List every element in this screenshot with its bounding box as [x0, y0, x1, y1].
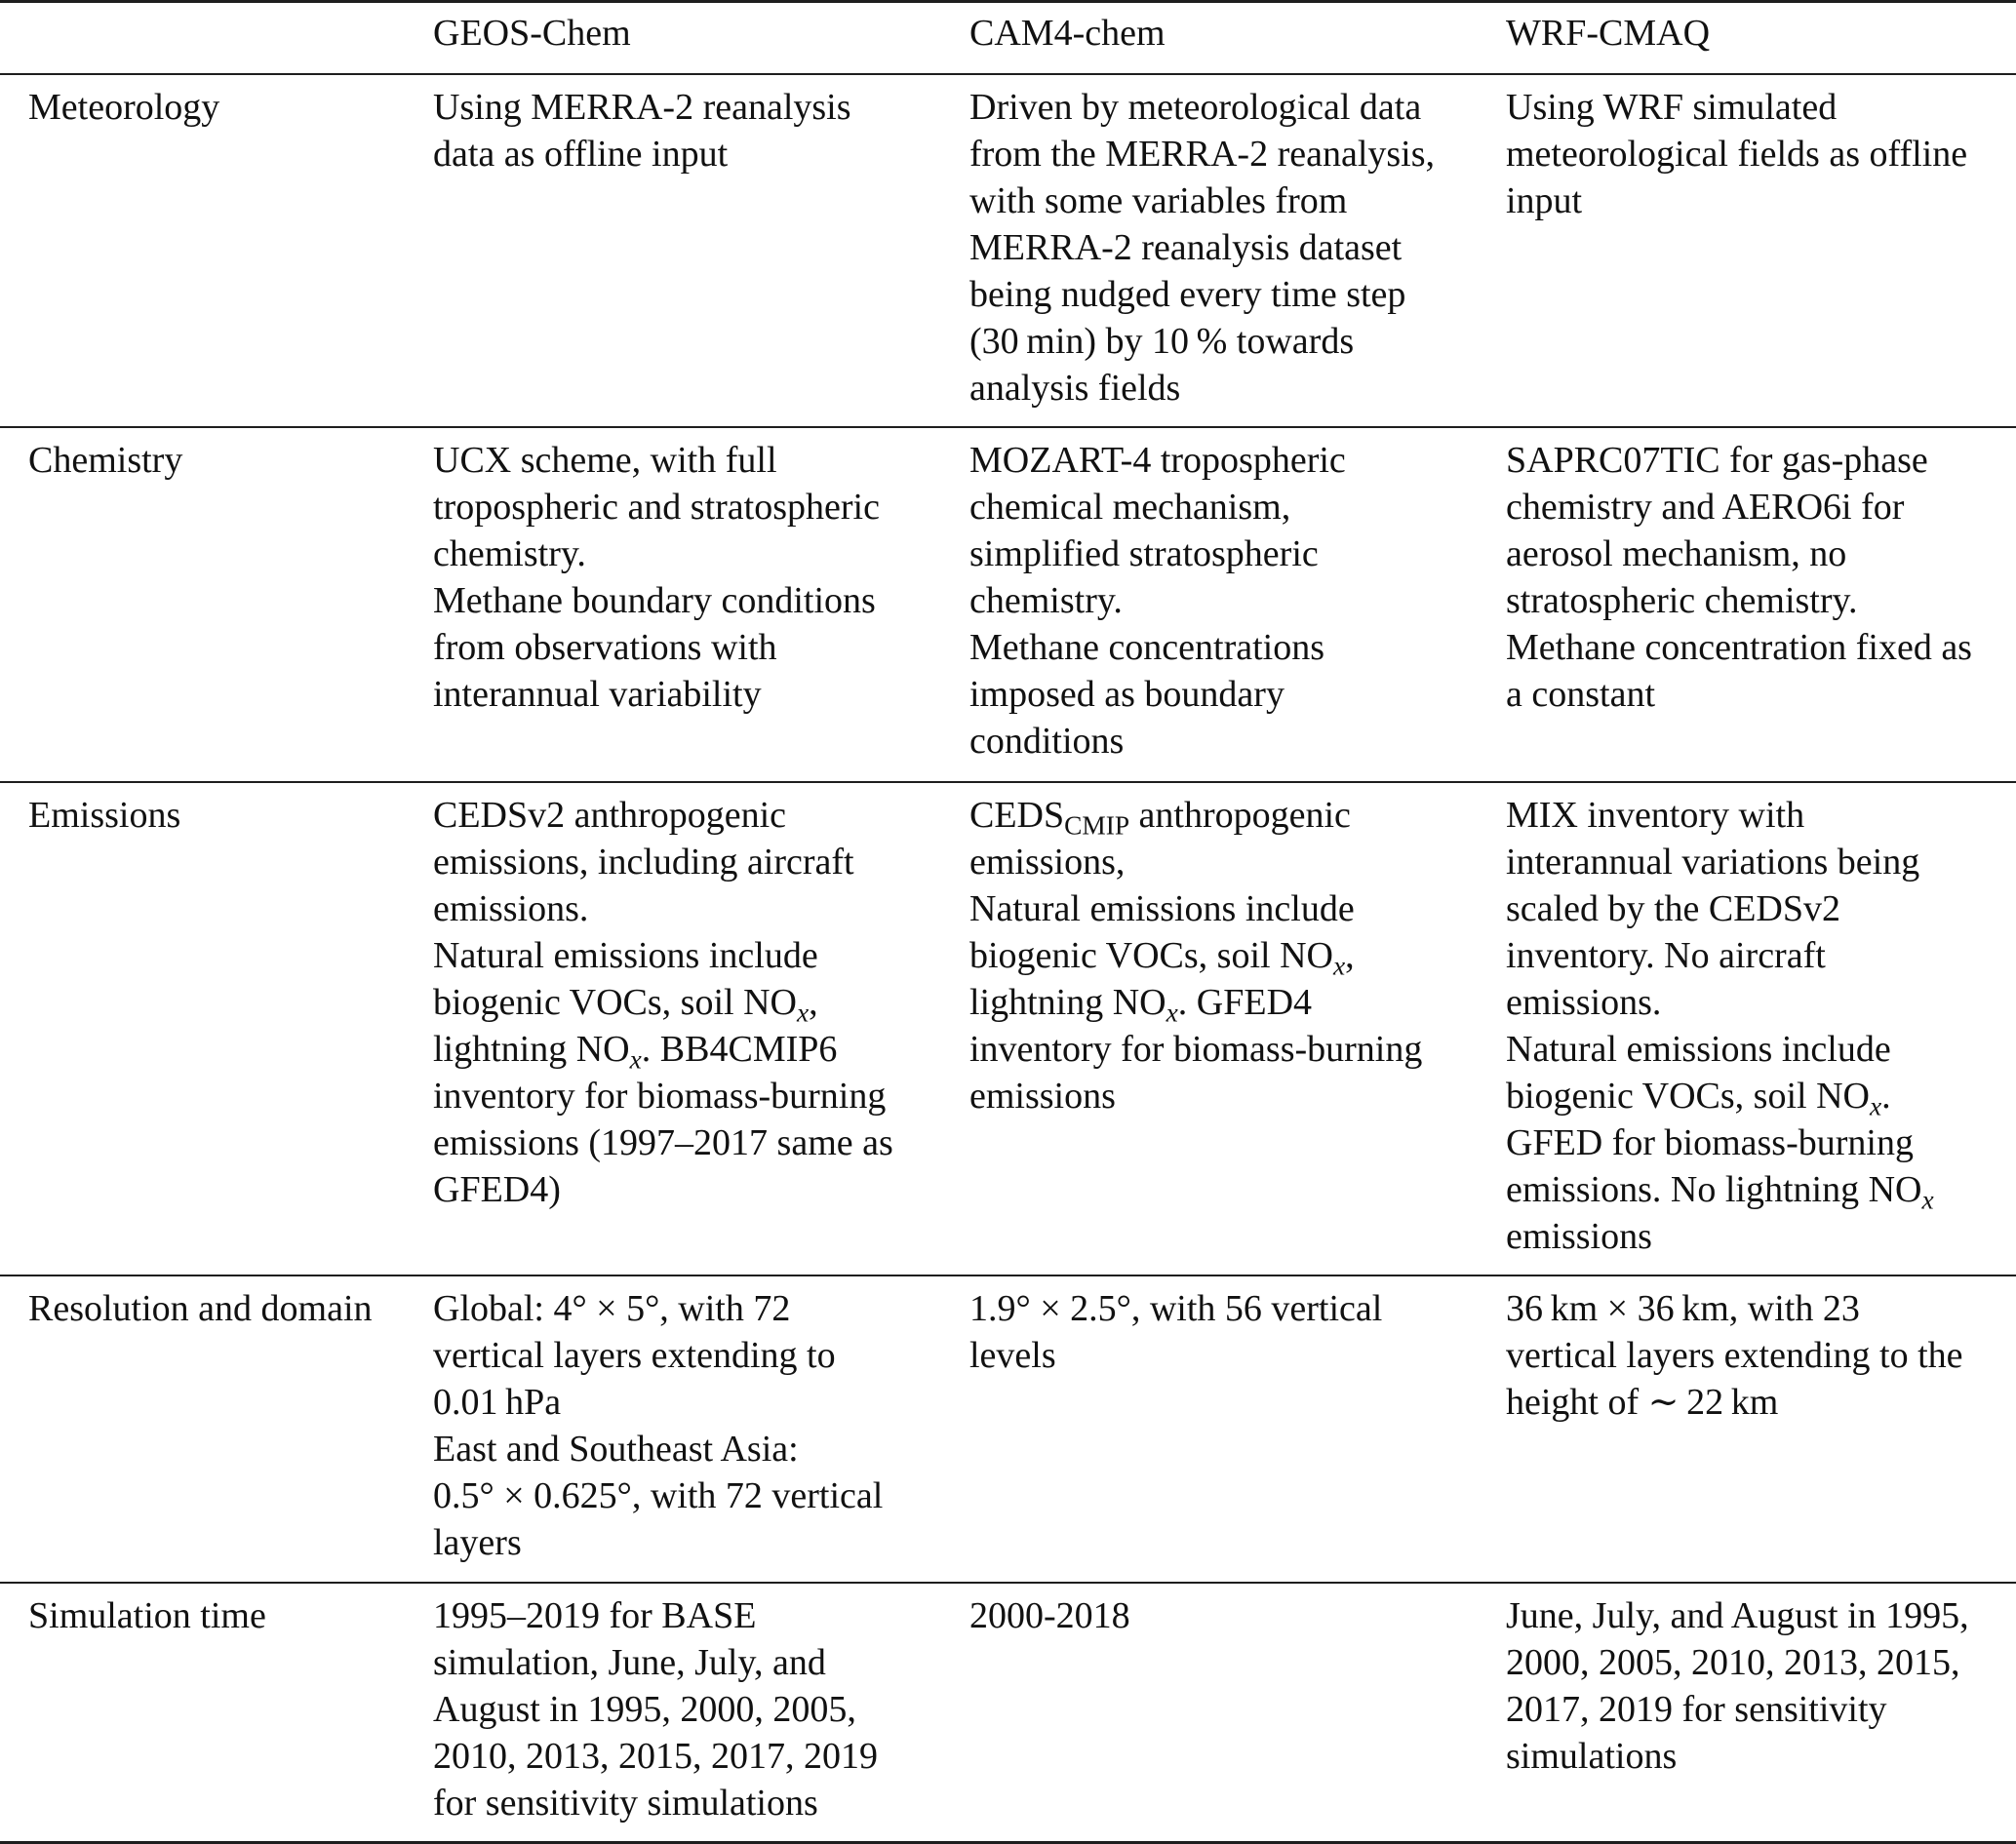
cell-text-line [1506, 177, 1967, 224]
text-segment: lightning NO [969, 982, 1166, 1023]
text-segment: 2000, 2005, 2010, 2013, 2015, [1506, 1642, 1960, 1683]
text-segment: GFED for biomass-burning [1506, 1122, 1914, 1163]
cell-text-line [969, 271, 1435, 318]
column-header-wrf-cmaq: WRF-CMAQ [1506, 13, 1711, 54]
text-segment: Methane boundary conditions [433, 580, 876, 621]
text-segment: meteorological fields as offline [1506, 134, 1968, 175]
text-segment: interannual variability [433, 674, 762, 715]
text-segment: , [809, 982, 818, 1023]
cell-wrf-cmaq [1506, 1584, 1969, 1780]
text-segment: MIX inventory with [1506, 795, 1805, 836]
cell-text-line [1506, 1332, 1963, 1379]
text-segment: chemistry and AERO6i for [1506, 487, 1905, 528]
cell-text-line [1506, 437, 1972, 484]
cell-text-line [433, 1639, 878, 1686]
text-segment: East and Southeast Asia: [433, 1429, 799, 1470]
text-segment: Natural emissions include [1506, 1029, 1891, 1070]
cell-text-line [433, 1073, 893, 1119]
text-segment: August in 1995, 2000, 2005, [433, 1689, 856, 1730]
subscript-text: CMIP [1064, 810, 1130, 841]
text-segment: MERRA-2 reanalysis dataset [969, 227, 1403, 268]
text-segment: . [1881, 1076, 1891, 1117]
text-segment: 1995–2019 for BASE [433, 1595, 757, 1636]
cell-text-line [1506, 1166, 1934, 1213]
cell-text-line [969, 577, 1346, 624]
cell-text-line [969, 624, 1346, 671]
cell-text-line [969, 671, 1346, 718]
text-segment: Using MERRA-2 reanalysis [433, 87, 851, 128]
cell-text-line [1506, 530, 1972, 577]
cell-text-line [969, 318, 1435, 365]
cell-text-line [1506, 1213, 1934, 1260]
table-row-meteorology [0, 75, 2016, 426]
cell-text-line [969, 718, 1346, 765]
cell-wrf-cmaq [1506, 1276, 1963, 1426]
row-label: Meteorology [28, 87, 220, 128]
row-label: Chemistry [28, 440, 183, 481]
row-label: Emissions [28, 795, 181, 836]
text-segment: Methane concentrations [969, 627, 1325, 668]
cell-text-line [433, 530, 880, 577]
cell-text-line [1506, 1285, 1963, 1332]
text-segment: inventory for biomass-burning [969, 1029, 1423, 1070]
text-segment: June, July, and August in 1995, [1506, 1595, 1969, 1636]
text-segment: simulation, June, July, and [433, 1642, 826, 1683]
subscript-text: x [796, 998, 810, 1028]
cell-text-line [433, 1780, 878, 1826]
cell-text-line [969, 437, 1346, 484]
cell-text-line [969, 365, 1435, 412]
cell-text-line [433, 624, 880, 671]
text-segment: vertical layers extending to the [1506, 1335, 1963, 1376]
cell-text-line [969, 1285, 1382, 1332]
cell-text-line [433, 437, 880, 484]
text-segment: tropospheric and stratospheric [433, 487, 880, 528]
text-segment: conditions [969, 721, 1125, 762]
table-row-simulation-time [0, 1584, 2016, 1841]
cell-text-line [969, 530, 1346, 577]
text-segment: chemical mechanism, [969, 487, 1291, 528]
cell-text-line [1506, 1379, 1963, 1426]
cell-text-line [969, 131, 1435, 177]
text-segment: chemistry. [969, 580, 1123, 621]
cell-text-line [433, 885, 893, 932]
cell-text-line [433, 484, 880, 530]
cell-text-line [969, 792, 1422, 839]
subscript-text: x [1166, 998, 1178, 1028]
cell-text-line [433, 1026, 893, 1073]
text-segment: scaled by the CEDSv2 [1506, 888, 1841, 929]
cell-text-line [1506, 885, 1934, 932]
cell-text-line [433, 1166, 893, 1213]
cell-text-line [969, 177, 1435, 224]
text-segment: emissions [969, 1076, 1116, 1117]
text-segment: levels [969, 1335, 1056, 1376]
cell-text-line [1506, 671, 1972, 718]
cell-text-line [1506, 932, 1934, 979]
text-segment: emissions [1506, 1216, 1652, 1257]
cell-text-line [969, 979, 1422, 1026]
cell-text-line [1506, 1026, 1934, 1073]
text-segment: aerosol mechanism, no [1506, 533, 1847, 574]
cell-text-line [433, 671, 880, 718]
cell-wrf-cmaq [1506, 783, 1934, 1260]
cell-text-line [433, 1733, 878, 1780]
cell-text-line [969, 839, 1422, 885]
cell-text-line [969, 84, 1435, 131]
text-segment: for sensitivity simulations [433, 1783, 818, 1824]
cell-cam4-chem [969, 1584, 1130, 1639]
cell-text-line [433, 932, 893, 979]
cell-text-line [969, 1332, 1382, 1379]
cell-text-line [969, 1073, 1422, 1119]
table-row-chemistry [0, 428, 2016, 781]
text-segment: inventory for biomass-burning [433, 1076, 887, 1117]
text-segment: with some variables from [969, 180, 1348, 221]
cell-text-line [433, 1472, 883, 1519]
text-segment: chemistry. [433, 533, 586, 574]
text-segment: lightning NO [433, 1029, 630, 1070]
cell-text-line [433, 1119, 893, 1166]
text-segment: emissions, [969, 842, 1126, 883]
cell-text-line [1506, 484, 1972, 530]
cell-text-line [1506, 1592, 1969, 1639]
cell-cam4-chem [969, 75, 1435, 412]
text-segment: 0.01 hPa [433, 1382, 562, 1423]
text-segment: imposed as boundary [969, 674, 1285, 715]
cell-geos-chem [433, 1584, 878, 1826]
cell-text-line [1506, 1119, 1934, 1166]
cell-geos-chem [433, 783, 893, 1213]
text-segment: simulations [1506, 1736, 1678, 1777]
text-segment: data as offline input [433, 134, 729, 175]
text-segment: interannual variations being [1506, 842, 1920, 883]
cell-text-line [433, 979, 893, 1026]
text-segment: emissions. No lightning NO [1506, 1169, 1922, 1210]
cell-text-line [969, 484, 1346, 530]
cell-geos-chem [433, 428, 880, 718]
text-segment: 2000-2018 [969, 1595, 1130, 1636]
text-segment: from observations with [433, 627, 777, 668]
subscript-text: x [1921, 1185, 1934, 1215]
cell-text-line [969, 1592, 1130, 1639]
cell-text-line [1506, 979, 1934, 1026]
text-segment: biogenic VOCs, soil NO [969, 935, 1333, 976]
cell-text-line [433, 1592, 878, 1639]
cell-text-line [433, 1379, 883, 1426]
text-segment: analysis fields [969, 368, 1181, 409]
cell-text-line [433, 577, 880, 624]
cell-text-line [433, 131, 851, 177]
text-segment: 1.9° × 2.5°, with 56 vertical [969, 1288, 1383, 1329]
text-segment: a constant [1506, 674, 1656, 715]
cell-text-line [1506, 1686, 1969, 1733]
text-segment: Methane concentration fixed as [1506, 627, 1972, 668]
row-label: Resolution and domain [28, 1288, 373, 1329]
cell-text-line [433, 839, 893, 885]
text-segment: biogenic VOCs, soil NO [1506, 1076, 1870, 1117]
text-segment: SAPRC07TIC for gas-phase [1506, 440, 1928, 481]
text-segment: 2017, 2019 for sensitivity [1506, 1689, 1887, 1730]
text-segment: . GFED4 [1177, 982, 1313, 1023]
cell-text-line [969, 932, 1422, 979]
cell-text-line [969, 224, 1435, 271]
text-segment: 2010, 2013, 2015, 2017, 2019 [433, 1736, 878, 1777]
text-segment: , [1345, 935, 1355, 976]
cell-text-line [1506, 839, 1934, 885]
table-row-emissions [0, 783, 2016, 1275]
text-segment: MOZART-4 tropospheric [969, 440, 1346, 481]
text-segment: 0.5° × 0.625°, with 72 vertical [433, 1475, 884, 1516]
text-segment: being nudged every time step [969, 274, 1406, 315]
text-segment: biogenic VOCs, soil NO [433, 982, 797, 1023]
cell-wrf-cmaq [1506, 428, 1972, 718]
text-segment: input [1506, 180, 1583, 221]
cell-text-line [433, 1686, 878, 1733]
text-segment: layers [433, 1522, 522, 1563]
table-header-row [0, 3, 2016, 73]
cell-text-line [1506, 84, 1967, 131]
cell-text-line [433, 1519, 883, 1566]
cell-text-line [433, 84, 851, 131]
cell-text-line [1506, 1073, 1934, 1119]
cell-text-line [969, 1026, 1422, 1073]
text-segment: emissions. [433, 888, 589, 929]
text-segment: CEDS [969, 795, 1065, 836]
text-segment: simplified stratospheric [969, 533, 1319, 574]
text-segment: emissions, including aircraft [433, 842, 854, 883]
text-segment: from the MERRA-2 reanalysis, [969, 134, 1436, 175]
cell-text-line [433, 1332, 883, 1379]
subscript-text: x [629, 1044, 642, 1075]
row-label: Simulation time [28, 1595, 266, 1636]
cell-text-line [1506, 792, 1934, 839]
cell-text-line [1506, 131, 1967, 177]
cell-wrf-cmaq [1506, 75, 1967, 224]
text-segment: . BB4CMIP6 [641, 1029, 838, 1070]
column-header-cam4-chem: CAM4-chem [969, 13, 1166, 54]
subscript-text: x [1332, 951, 1346, 981]
text-segment: height of ∼ 22 km [1506, 1382, 1779, 1423]
text-segment: Using WRF simulated [1506, 87, 1838, 128]
text-segment: inventory. No aircraft [1506, 935, 1826, 976]
column-header-geos-chem: GEOS-Chem [433, 13, 631, 54]
text-segment: UCX scheme, with full [433, 440, 777, 481]
cell-text-line [1506, 1733, 1969, 1780]
cell-geos-chem [433, 75, 851, 177]
cell-text-line [1506, 624, 1972, 671]
text-segment: GFED4) [433, 1169, 561, 1210]
text-segment: Natural emissions include [969, 888, 1355, 929]
table-row-resolution-and-domain [0, 1276, 2016, 1582]
text-segment: Driven by meteorological data [969, 87, 1422, 128]
cell-text-line [433, 792, 893, 839]
text-segment: Global: 4° × 5°, with 72 [433, 1288, 791, 1329]
cell-text-line [969, 885, 1422, 932]
text-segment: emissions. [1506, 982, 1662, 1023]
text-segment: vertical layers extending to [433, 1335, 836, 1376]
cell-cam4-chem [969, 783, 1422, 1119]
text-segment: anthropogenic [1129, 795, 1351, 836]
cell-geos-chem [433, 1276, 883, 1566]
text-segment: Natural emissions include [433, 935, 818, 976]
text-segment: stratospheric chemistry. [1506, 580, 1858, 621]
cell-text-line [1506, 577, 1972, 624]
text-segment: emissions (1997–2017 same as [433, 1122, 893, 1163]
cell-cam4-chem [969, 428, 1346, 765]
cell-text-line [433, 1426, 883, 1472]
text-segment: 36 km × 36 km, with 23 [1506, 1288, 1860, 1329]
cell-text-line [433, 1285, 883, 1332]
subscript-text: x [1869, 1091, 1882, 1121]
cell-text-line [1506, 1639, 1969, 1686]
text-segment: (30 min) by 10 % towards [969, 321, 1355, 362]
cell-cam4-chem [969, 1276, 1382, 1379]
text-segment: CEDSv2 anthropogenic [433, 795, 787, 836]
